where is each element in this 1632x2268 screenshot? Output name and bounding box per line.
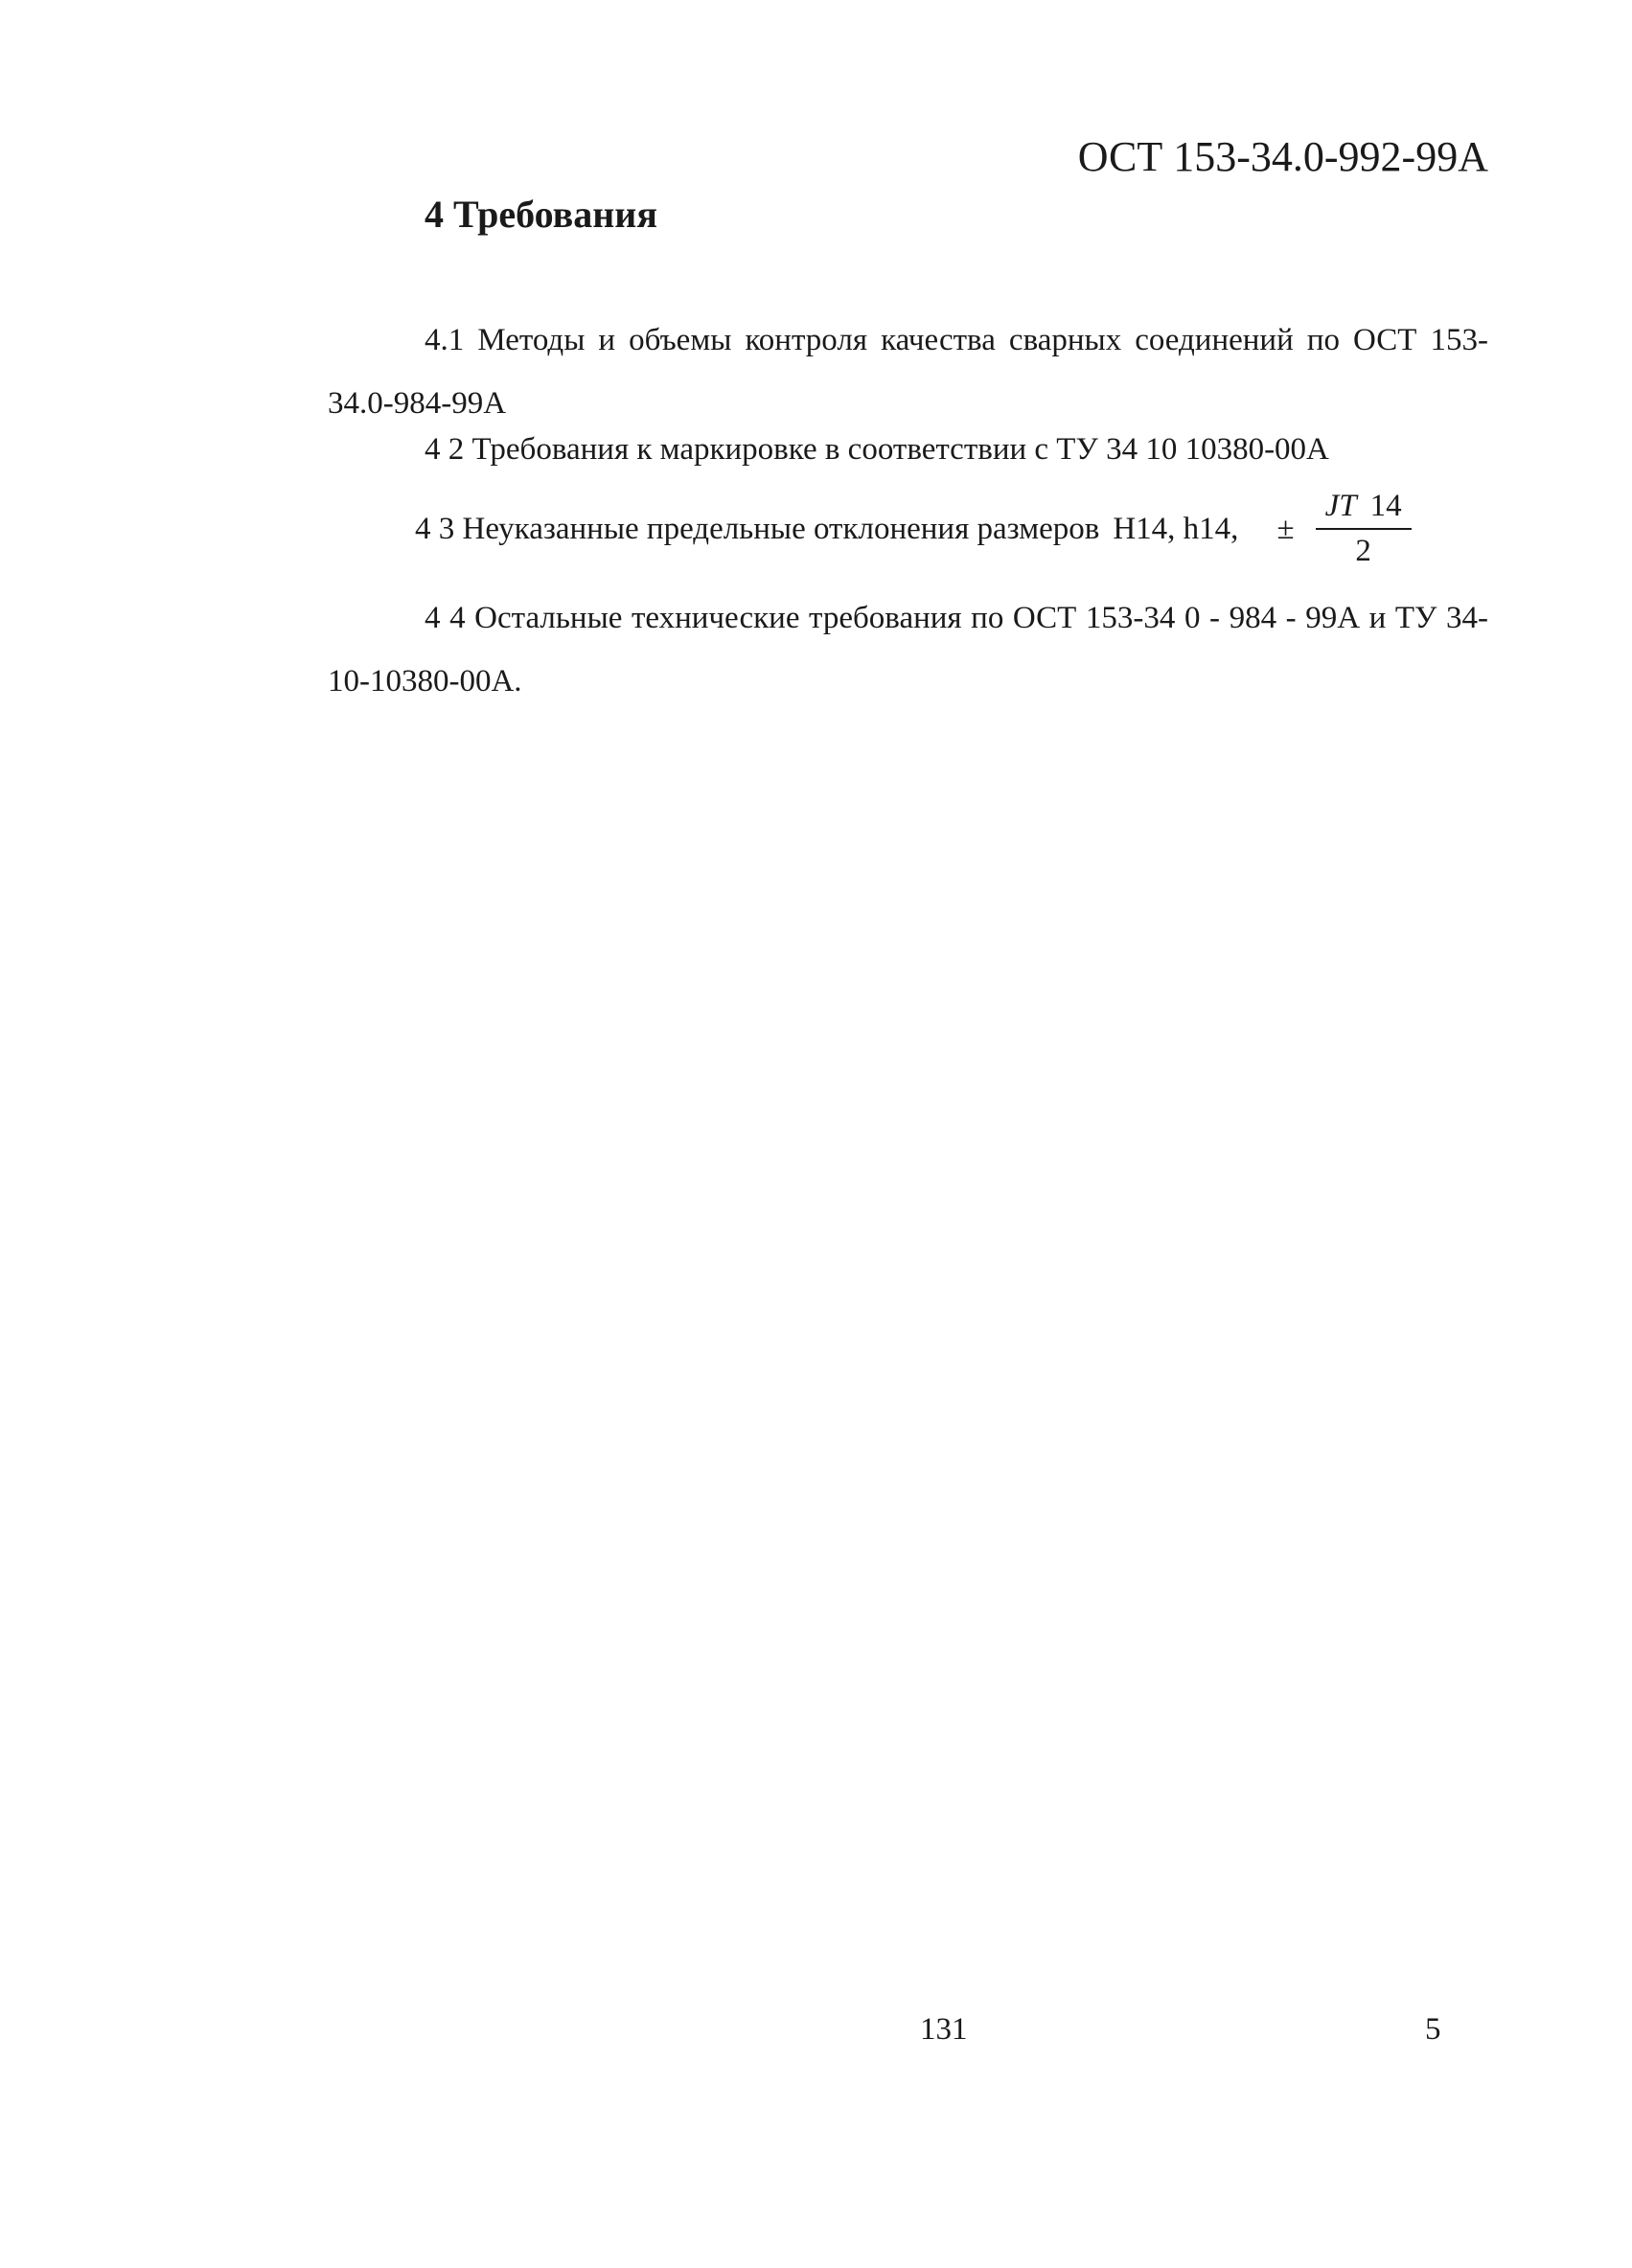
- fraction-numerator-symbol: JT: [1324, 489, 1357, 523]
- paragraph-4-3-sizes: H14, h14,: [1113, 511, 1239, 546]
- paragraph-4-4: 4 4 Остальные технические требования по ОСТ 153-34 0 - 984 - 99А и ТУ 34-10-10380-00А.: [328, 601, 1488, 699]
- paragraph-4-3-text: 4 3 Неуказанные предельные отклонения размеров: [415, 511, 1100, 546]
- paragraph-4-3: [415, 489, 1412, 569]
- fraction-numerator: [1316, 489, 1412, 530]
- paragraph-4-2: 4 2 Требования к маркировке в соответствии с ТУ 34 10 10380-00А: [425, 432, 1329, 467]
- page-number-right: 5: [1425, 2012, 1441, 2047]
- page-number-center: 131: [920, 2012, 968, 2047]
- fraction-numerator-value: 14: [1369, 489, 1402, 523]
- plus-minus-sign: ±: [1276, 511, 1295, 546]
- section-title: 4 Требования: [425, 193, 657, 236]
- fraction-denominator: 2: [1355, 534, 1371, 568]
- tolerance-fraction: [1316, 489, 1412, 569]
- paragraph-4-1: 4.1 Методы и объемы контроля качества сварных соединений по ОСТ 153-34.0-984-99А: [328, 323, 1488, 421]
- doc-code: ОСТ 153-34.0-992-99А: [1077, 133, 1488, 180]
